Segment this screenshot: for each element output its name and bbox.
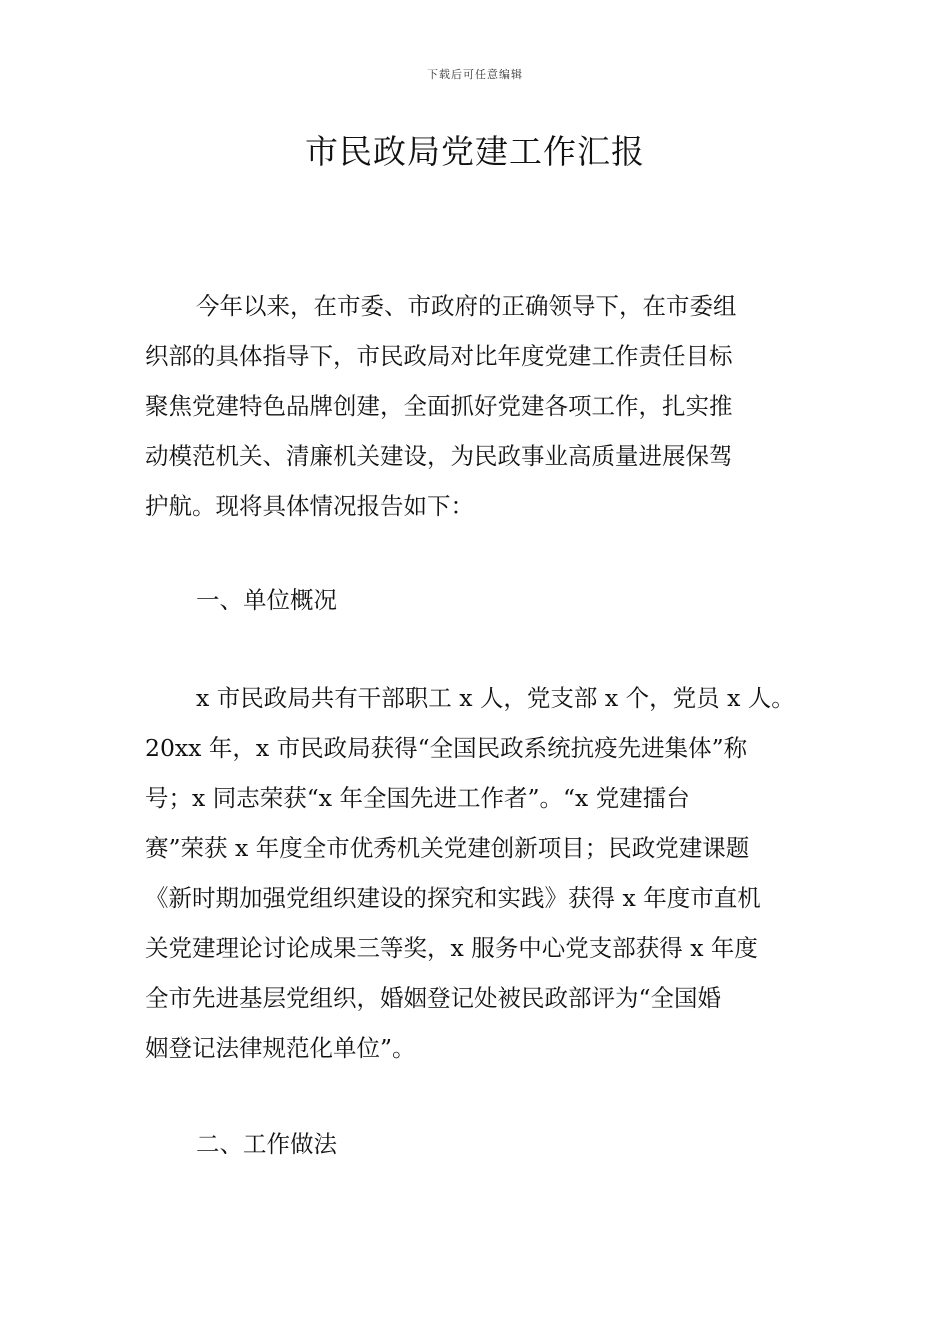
intro-line: 护航。现将具体情况报告如下： <box>145 492 474 520</box>
intro-line: 聚焦党建特色品牌创建，全面抓好党建各项工作，扎实推 <box>145 392 733 420</box>
paragraph-line: 姻登记法律规范化单位”。 <box>145 1034 416 1062</box>
paragraph-line: 号；x 同志荣获“x 年全国先进工作者”。“x 党建擂台 <box>145 784 690 812</box>
section-heading-work-methods: 二、工作做法 <box>196 1130 337 1158</box>
paragraph-line: 全市先进基层党组织，婚姻登记处被民政部评为“全国婚 <box>145 984 722 1012</box>
document-title: 市民政局党建工作汇报 <box>305 132 645 171</box>
paragraph-line: 关党建理论讨论成果三等奖，x 服务中心党支部获得 x 年度 <box>145 934 758 962</box>
paragraph-line: x 市民政局共有干部职工 x 人，党支部 x 个，党员 x 人。 <box>196 684 795 712</box>
section-heading-unit-overview: 一、单位概况 <box>196 586 337 614</box>
unit-overview-paragraph <box>145 673 811 1073</box>
paragraph-line: 《新时期加强党组织建设的探究和实践》获得 x 年度市直机 <box>145 884 761 912</box>
paragraph-line: 赛”荣获 x 年度全市优秀机关党建创新项目；民政党建课题 <box>145 834 750 862</box>
intro-line: 今年以来，在市委、市政府的正确领导下，在市委组 <box>196 292 737 320</box>
page-header-note: 下载后可任意编辑 <box>427 68 523 81</box>
intro-line: 动模范机关、清廉机关建设，为民政事业高质量进展保驾 <box>145 442 733 470</box>
intro-paragraph <box>145 281 811 531</box>
paragraph-line: 20xx 年，x 市民政局获得“全国民政系统抗疫先进集体”称 <box>145 734 748 762</box>
intro-line: 织部的具体指导下，市民政局对比年度党建工作责任目标 <box>145 342 733 370</box>
